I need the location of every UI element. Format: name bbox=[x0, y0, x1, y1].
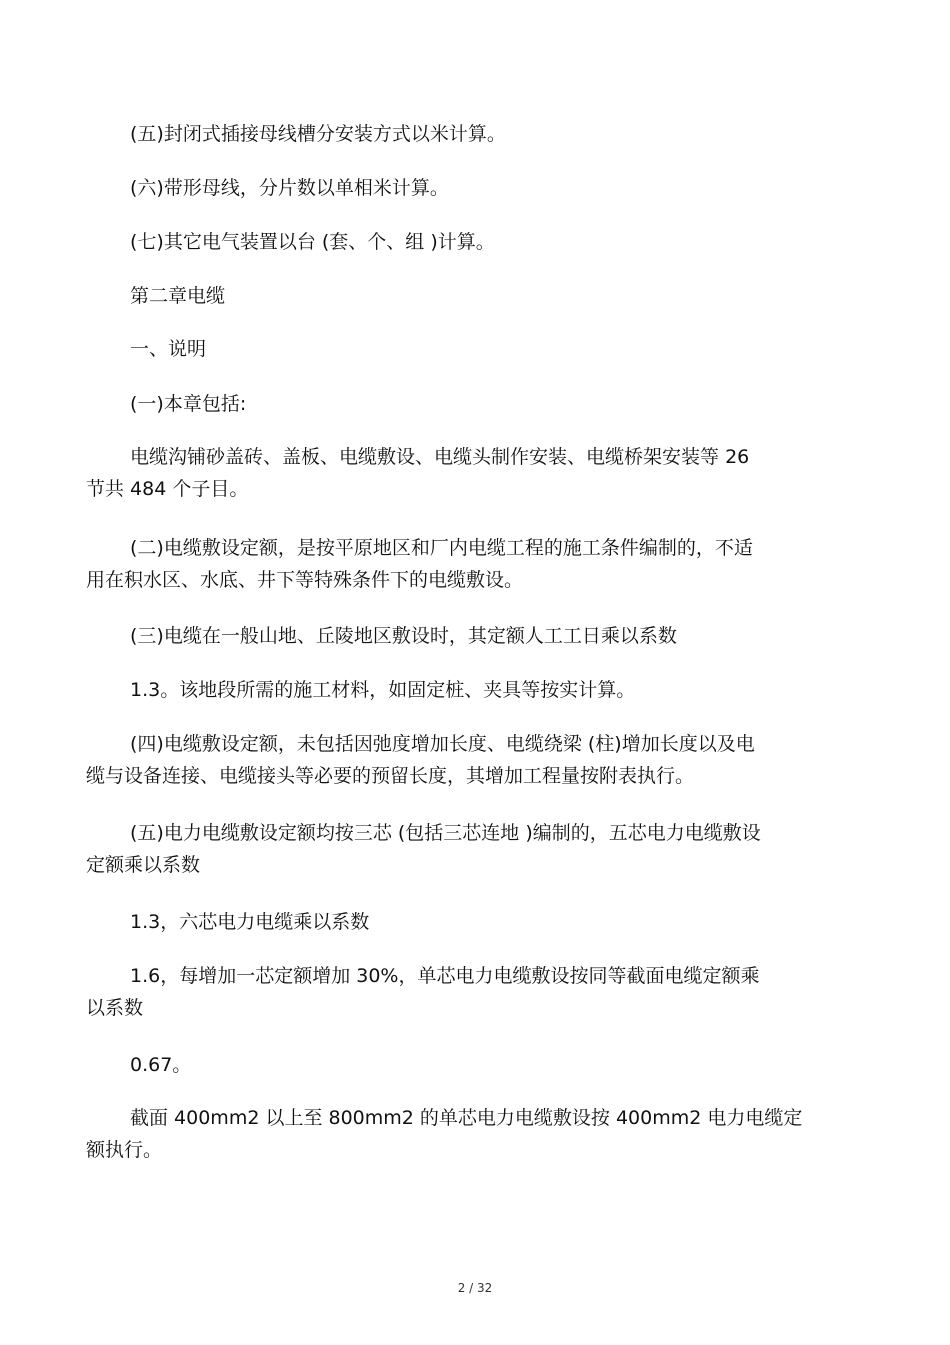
paragraph-strip-busbar bbox=[86, 172, 856, 204]
text-line: 1.6，每增加一芯定额增加 30%，单芯电力电缆敷设按同等截面电缆定额乘 bbox=[130, 965, 760, 987]
paragraph-cross-section bbox=[86, 1102, 856, 1166]
text-line: 定额乘以系数 bbox=[86, 854, 201, 876]
text-line: 额执行。 bbox=[86, 1139, 163, 1161]
paragraph-scope bbox=[86, 388, 856, 420]
text-line: 0.67。 bbox=[130, 1054, 192, 1076]
text-line: 1.3。该地段所需的施工材料，如固定桩、夹具等按实计算。 bbox=[130, 679, 636, 701]
paragraph-three-core bbox=[86, 817, 856, 881]
text-line: 截面 400mm2 以上至 800mm2 的单芯电力电缆敷设按 400mm2 电力电缆定 bbox=[130, 1107, 803, 1129]
text-line: (四)电缆敷设定额，未包括因弛度增加长度、电缆绕梁 (柱)增加长度以及电 bbox=[130, 733, 755, 755]
paragraph-other-devices bbox=[86, 226, 856, 258]
page-number: 2 / 32 bbox=[457, 1281, 493, 1295]
text-line: (五)电力电缆敷设定额均按三芯 (包括三芯连地 )编制的，五芯电力电缆敷设 bbox=[130, 822, 761, 844]
text-line: 以系数 bbox=[86, 997, 144, 1019]
paragraph-laying-quota bbox=[86, 532, 856, 596]
paragraph-six-core bbox=[86, 906, 856, 938]
text-line: (五)封闭式插接母线槽分安装方式以米计算。 bbox=[130, 123, 506, 145]
text-line: 第二章电缆 bbox=[130, 285, 226, 307]
text-line: 用在积水区、水底、井下等特殊条件下的电缆敷设。 bbox=[86, 569, 524, 591]
paragraph-per-core bbox=[86, 960, 856, 1024]
paragraph-scope-detail bbox=[86, 441, 856, 505]
text-line: 节共 484 个子目。 bbox=[86, 478, 249, 500]
text-line: (三)电缆在一般山地、丘陵地区敷设时，其定额人工工日乘以系数 bbox=[130, 625, 677, 647]
text-line: (二)电缆敷设定额，是按平原地区和厂内电缆工程的施工条件编制的，不适 bbox=[130, 537, 753, 559]
paragraph-reserved-length bbox=[86, 728, 856, 792]
text-line: (一)本章包括: bbox=[130, 393, 247, 415]
chapter-heading bbox=[86, 280, 856, 312]
text-segment: 26 bbox=[725, 446, 750, 468]
text-line: (七)其它电气装置以台 (套、个、组 )计算。 bbox=[130, 231, 495, 253]
section-heading bbox=[86, 333, 856, 365]
text-line: 缆与设备连接、电缆接头等必要的预留长度，其增加工程量按附表执行。 bbox=[86, 765, 695, 787]
paragraph-coefficient-0-67 bbox=[86, 1049, 856, 1081]
text-line: 1.3，六芯电力电缆乘以系数 bbox=[130, 911, 370, 933]
text-segment: 电缆沟铺砂盖砖、盖板、电缆敷设、电缆头制作安装、电缆桥架安装等 bbox=[130, 446, 720, 468]
text-line: 一、说明 bbox=[130, 338, 207, 360]
paragraph-coefficient-1-3 bbox=[86, 674, 856, 706]
paragraph-busbar-trough bbox=[86, 118, 856, 150]
text-line bbox=[86, 441, 856, 473]
text-line: (六)带形母线，分片数以单相米计算。 bbox=[130, 177, 449, 199]
paragraph-mountain-area bbox=[86, 620, 856, 652]
